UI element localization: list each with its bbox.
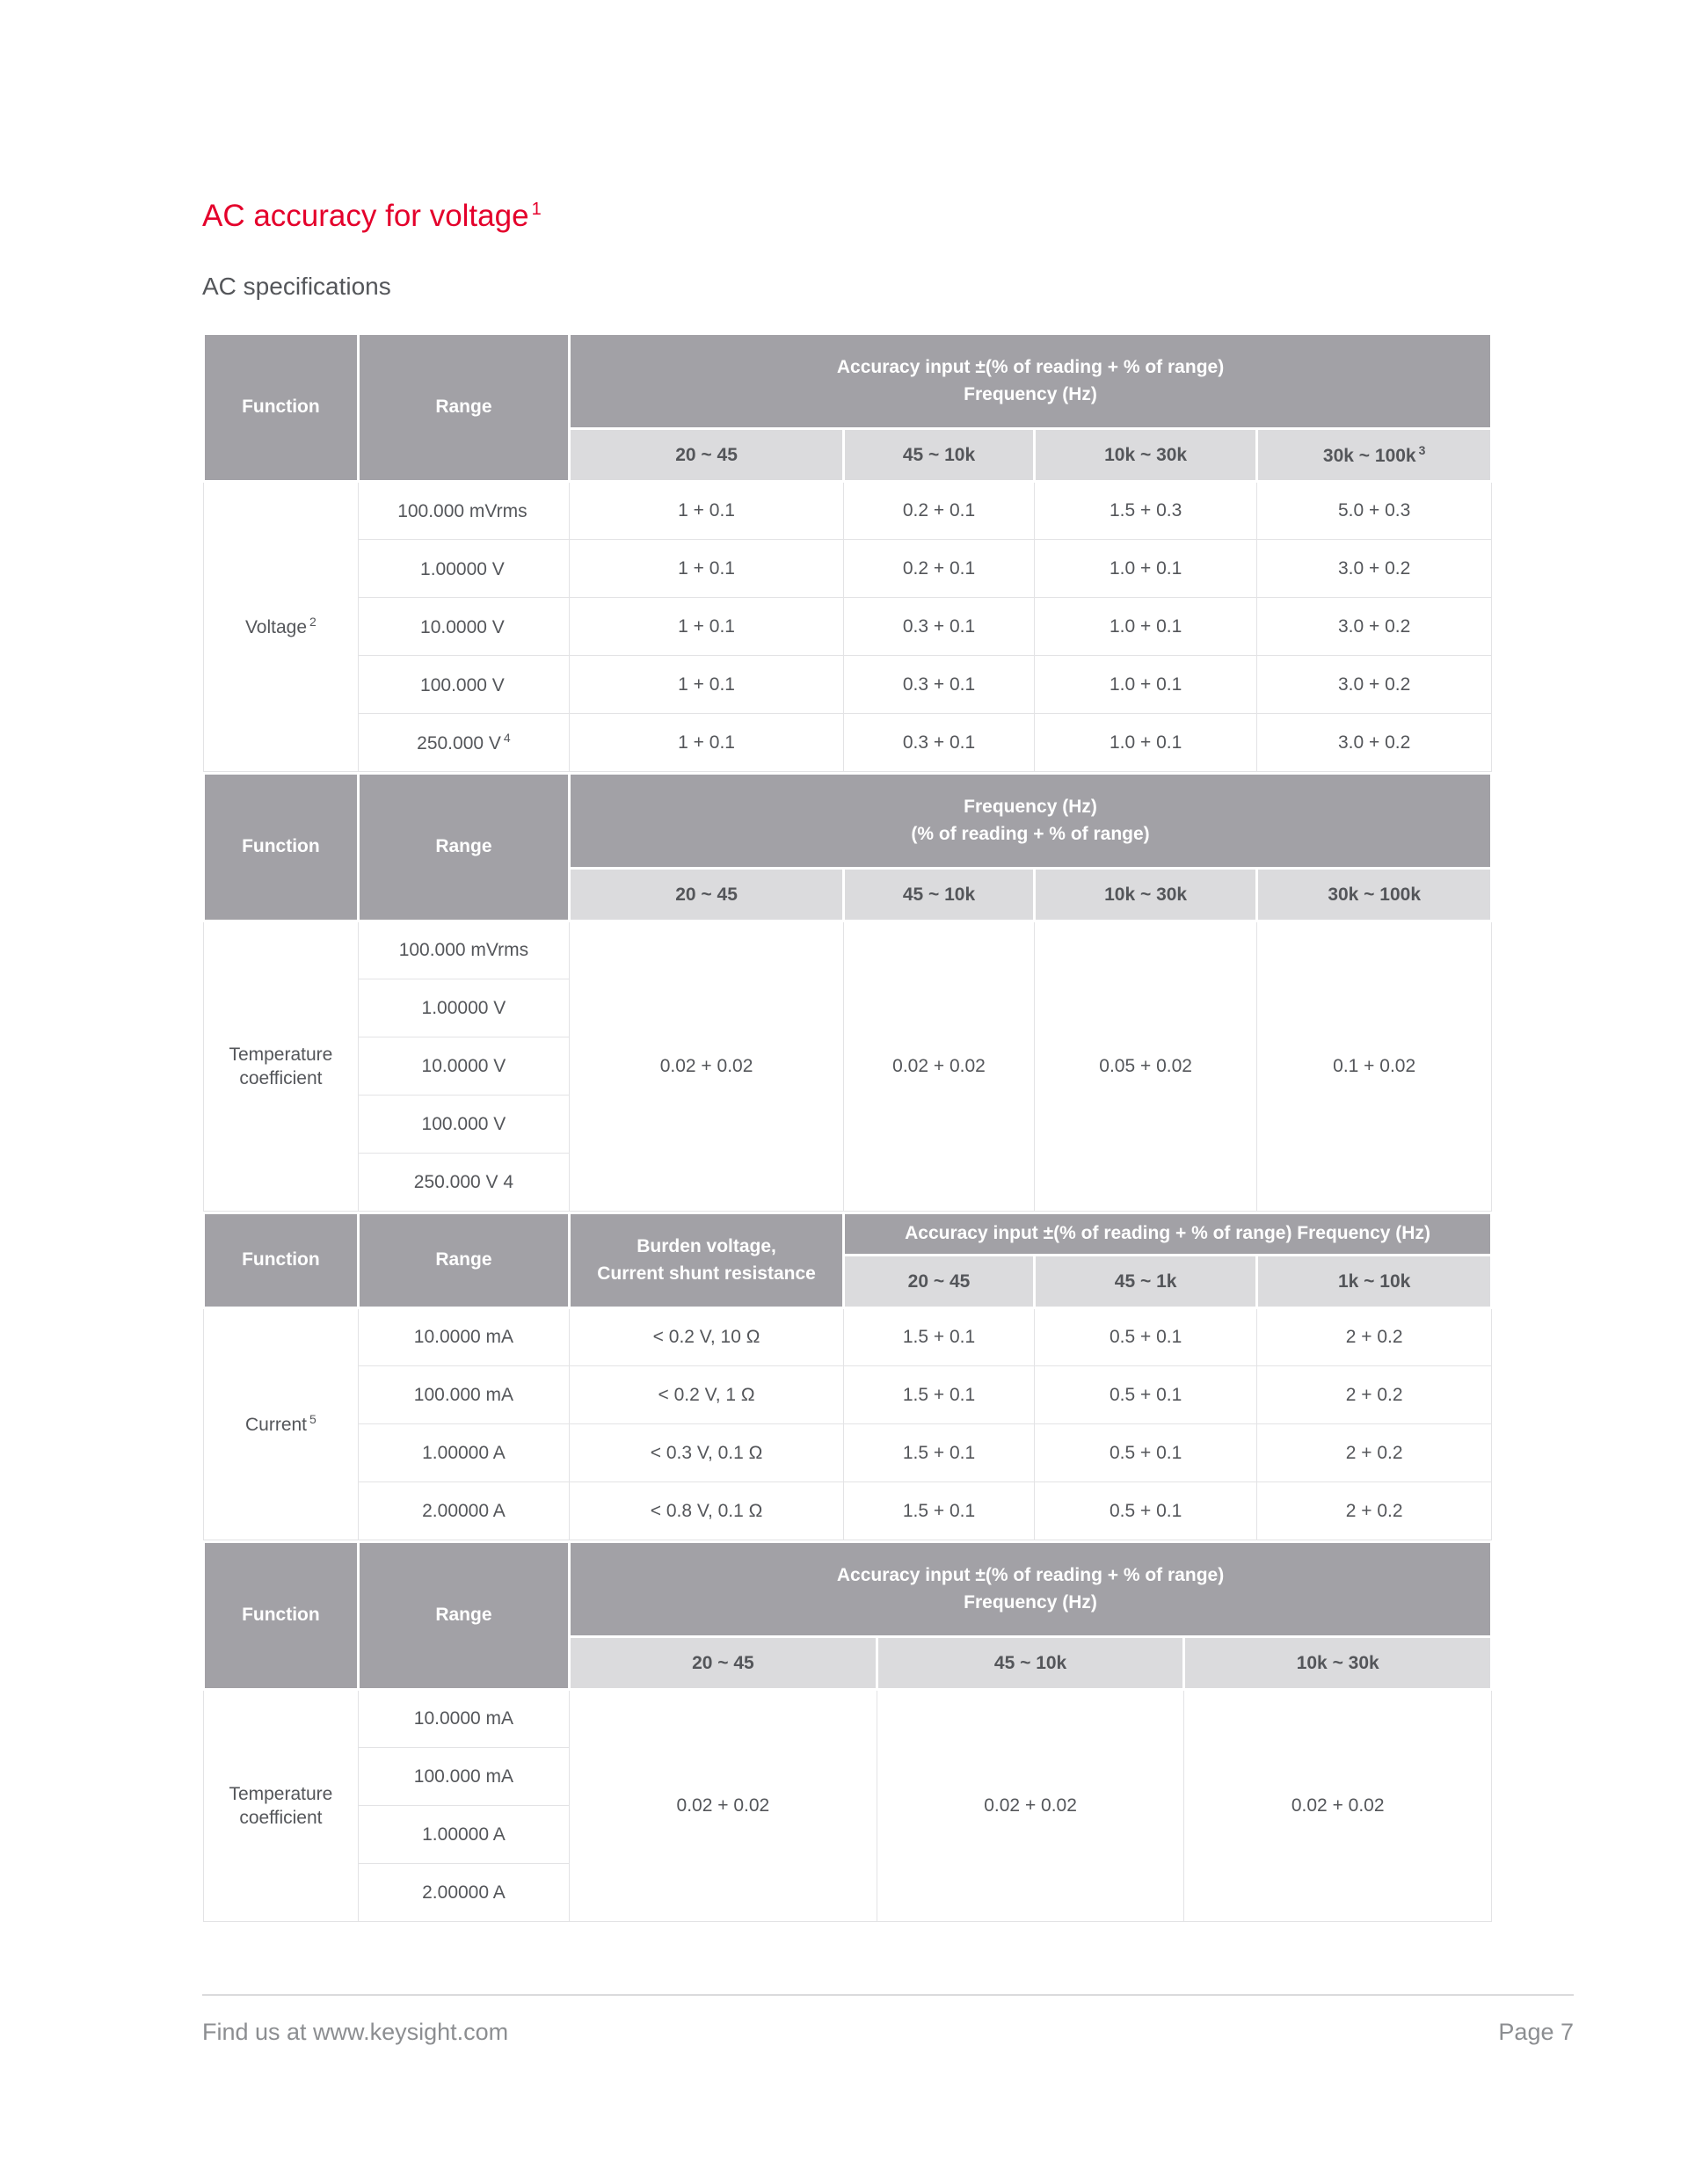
value-cell: 1.5 + 0.3 <box>1034 482 1256 540</box>
value-cell: 1 + 0.1 <box>570 656 844 714</box>
range-cell <box>358 482 569 540</box>
accuracy-header-line1: Accuracy input ±(% of reading + % of range) <box>836 357 1225 378</box>
table-row <box>204 921 1492 979</box>
range-header-cell: Range <box>358 1213 569 1308</box>
freq-header-cell: 1k ~ 10k <box>1257 1256 1492 1308</box>
range-cell: 100.000 mA <box>358 1366 569 1424</box>
value-cell: 0.3 + 0.1 <box>844 714 1035 772</box>
burden-header-line1: Burden voltage, <box>637 1236 776 1257</box>
range-cell <box>358 598 569 656</box>
range-header-cell: Range <box>358 774 569 921</box>
table-header-row <box>204 1542 1492 1637</box>
value-cell: 1.5 + 0.1 <box>844 1424 1035 1482</box>
freq-header-cell: 45 ~ 1k <box>1034 1256 1256 1308</box>
range-cell: 10.0000 mA <box>358 1690 569 1748</box>
range-header-cell: Range <box>358 334 569 482</box>
value-cell: 0.05 + 0.02 <box>1034 921 1256 1212</box>
function-cell <box>204 482 359 772</box>
value-cell: 1 + 0.1 <box>570 598 844 656</box>
value-cell: 0.1 + 0.02 <box>1257 921 1492 1212</box>
table-header-row <box>204 334 1492 429</box>
value-cell: 0.5 + 0.1 <box>1034 1424 1256 1482</box>
range-cell <box>358 714 569 772</box>
footnote-superscript: 3 <box>1418 443 1426 457</box>
function-cell: Temperature coefficient <box>204 1690 359 1922</box>
value-cell: 0.3 + 0.1 <box>844 598 1035 656</box>
range-cell: 1.00000 A <box>358 1424 569 1482</box>
freq-header-cell: 45 ~ 10k <box>877 1637 1184 1690</box>
range-text: 250.000 V <box>417 732 501 753</box>
spec-tables <box>202 332 1493 1922</box>
value-cell: 0.02 + 0.02 <box>844 921 1035 1212</box>
current-accuracy-table <box>202 1212 1493 1540</box>
value-cell: 1.0 + 0.1 <box>1034 656 1256 714</box>
accuracy-header-cell <box>570 334 1492 429</box>
freq-header-cell: 20 ~ 45 <box>844 1256 1035 1308</box>
title-footnote-superscript: 1 <box>531 200 542 220</box>
value-cell: 1.0 + 0.1 <box>1034 540 1256 598</box>
function-label: Voltage <box>244 617 308 638</box>
page-title-text: AC accuracy for voltage <box>202 199 529 233</box>
value-cell: 0.2 + 0.1 <box>844 482 1035 540</box>
freq-header-cell: 10k ~ 30k <box>1034 429 1256 482</box>
footer-website-text: Find us at www.keysight.com <box>202 2019 509 2045</box>
freq-header-cell: 20 ~ 45 <box>570 429 844 482</box>
current-tempco-table <box>202 1540 1493 1922</box>
table-header-row <box>204 1213 1492 1256</box>
table-row <box>204 598 1492 656</box>
value-cell: 5.0 + 0.3 <box>1257 482 1492 540</box>
burden-cell: < 0.2 V, 1 Ω <box>570 1366 844 1424</box>
table-row <box>204 714 1492 772</box>
footer-divider <box>202 1994 1574 1996</box>
value-cell: 0.02 + 0.02 <box>570 921 844 1212</box>
range-cell: 100.000 mVrms <box>358 921 569 979</box>
value-cell: 0.02 + 0.02 <box>1184 1690 1492 1922</box>
footnote-superscript: 2 <box>309 615 316 630</box>
function-header-cell: Function <box>204 1213 359 1308</box>
page-title <box>202 199 542 234</box>
range-text: 100.000 mVrms <box>397 501 528 522</box>
value-cell: 3.0 + 0.2 <box>1257 656 1492 714</box>
range-cell <box>358 656 569 714</box>
burden-header-line2: Current shunt resistance <box>597 1263 816 1284</box>
accuracy-header-line1: Accuracy input ±(% of reading + % of range) <box>836 1565 1225 1586</box>
burden-cell: < 0.3 V, 0.1 Ω <box>570 1424 844 1482</box>
value-cell: 3.0 + 0.2 <box>1257 714 1492 772</box>
burden-header-cell <box>570 1213 844 1308</box>
range-text: 1.00000 V <box>420 558 505 579</box>
value-cell: 1.5 + 0.1 <box>844 1482 1035 1540</box>
page-number: Page 7 <box>1498 2019 1574 2045</box>
function-header-cell: Function <box>204 774 359 921</box>
freq-header-cell: 10k ~ 30k <box>1034 869 1256 921</box>
freq-header-cell: 10k ~ 30k <box>1184 1637 1492 1690</box>
value-cell: 1.0 + 0.1 <box>1034 714 1256 772</box>
freq-header-cell: 30k ~ 100k <box>1257 869 1492 921</box>
value-cell: 2 + 0.2 <box>1257 1308 1492 1366</box>
value-cell: 0.2 + 0.1 <box>844 540 1035 598</box>
table-row <box>204 1308 1492 1366</box>
footnote-superscript: 4 <box>503 730 511 745</box>
table-row <box>204 540 1492 598</box>
table-row <box>204 1690 1492 1748</box>
accuracy-header-line2: Frequency (Hz) <box>964 1591 1097 1613</box>
range-cell: 10.0000 mA <box>358 1308 569 1366</box>
accuracy-header-cell: Accuracy input ±(% of reading + % of range) Frequency (Hz) <box>844 1213 1492 1256</box>
value-cell: 1 + 0.1 <box>570 714 844 772</box>
range-cell: 250.000 V 4 <box>358 1154 569 1212</box>
range-header-cell: Range <box>358 1542 569 1690</box>
value-cell: 2 + 0.2 <box>1257 1482 1492 1540</box>
value-cell: 1.0 + 0.1 <box>1034 598 1256 656</box>
range-cell: 1.00000 V <box>358 979 569 1037</box>
value-cell: 0.5 + 0.1 <box>1034 1308 1256 1366</box>
range-cell <box>358 540 569 598</box>
freq-header-cell: 45 ~ 10k <box>844 869 1035 921</box>
range-cell: 10.0000 V <box>358 1037 569 1096</box>
value-cell: 0.3 + 0.1 <box>844 656 1035 714</box>
range-cell: 100.000 mA <box>358 1748 569 1806</box>
table-row <box>204 1424 1492 1482</box>
range-cell: 100.000 V <box>358 1096 569 1154</box>
value-cell: 0.5 + 0.1 <box>1034 1366 1256 1424</box>
freq-header-cell: 20 ~ 45 <box>570 869 844 921</box>
function-label: Current <box>244 1415 308 1436</box>
page-subtitle: AC specifications <box>202 273 391 300</box>
value-cell: 1.5 + 0.1 <box>844 1366 1035 1424</box>
freq-header-cell: 45 ~ 10k <box>844 429 1035 482</box>
value-cell: 0.02 + 0.02 <box>877 1690 1184 1922</box>
freq-header-text: 30k ~ 100k <box>1322 446 1416 466</box>
value-cell: 1.5 + 0.1 <box>844 1308 1035 1366</box>
freq-header-cell <box>1257 429 1492 482</box>
frequency-header-line2: (% of reading + % of range) <box>911 823 1150 844</box>
range-text: 100.000 V <box>420 674 505 695</box>
value-cell: 2 + 0.2 <box>1257 1366 1492 1424</box>
table-row <box>204 1482 1492 1540</box>
value-cell: 0.02 + 0.02 <box>570 1690 877 1922</box>
accuracy-header-line2: Frequency (Hz) <box>964 383 1097 404</box>
value-cell: 1 + 0.1 <box>570 482 844 540</box>
function-header-cell: Function <box>204 334 359 482</box>
table-row <box>204 1366 1492 1424</box>
value-cell: 1 + 0.1 <box>570 540 844 598</box>
table-row <box>204 482 1492 540</box>
function-header-cell: Function <box>204 1542 359 1690</box>
range-cell: 1.00000 A <box>358 1806 569 1864</box>
value-cell: 3.0 + 0.2 <box>1257 540 1492 598</box>
function-cell: Temperature coefficient <box>204 921 359 1212</box>
range-cell: 2.00000 A <box>358 1864 569 1922</box>
voltage-accuracy-table <box>202 332 1493 772</box>
function-cell <box>204 1308 359 1540</box>
value-cell: 0.5 + 0.1 <box>1034 1482 1256 1540</box>
frequency-header-line1: Frequency (Hz) <box>964 797 1097 818</box>
frequency-header-cell <box>570 774 1492 869</box>
table-header-row <box>204 774 1492 869</box>
footnote-superscript: 5 <box>309 1412 316 1427</box>
burden-cell: < 0.2 V, 10 Ω <box>570 1308 844 1366</box>
accuracy-header-cell <box>570 1542 1492 1637</box>
range-cell: 2.00000 A <box>358 1482 569 1540</box>
voltage-tempco-table <box>202 772 1493 1212</box>
table-row <box>204 656 1492 714</box>
value-cell: 3.0 + 0.2 <box>1257 598 1492 656</box>
range-text: 10.0000 V <box>420 616 505 637</box>
freq-header-cell: 20 ~ 45 <box>570 1637 877 1690</box>
burden-cell: < 0.8 V, 0.1 Ω <box>570 1482 844 1540</box>
value-cell: 2 + 0.2 <box>1257 1424 1492 1482</box>
